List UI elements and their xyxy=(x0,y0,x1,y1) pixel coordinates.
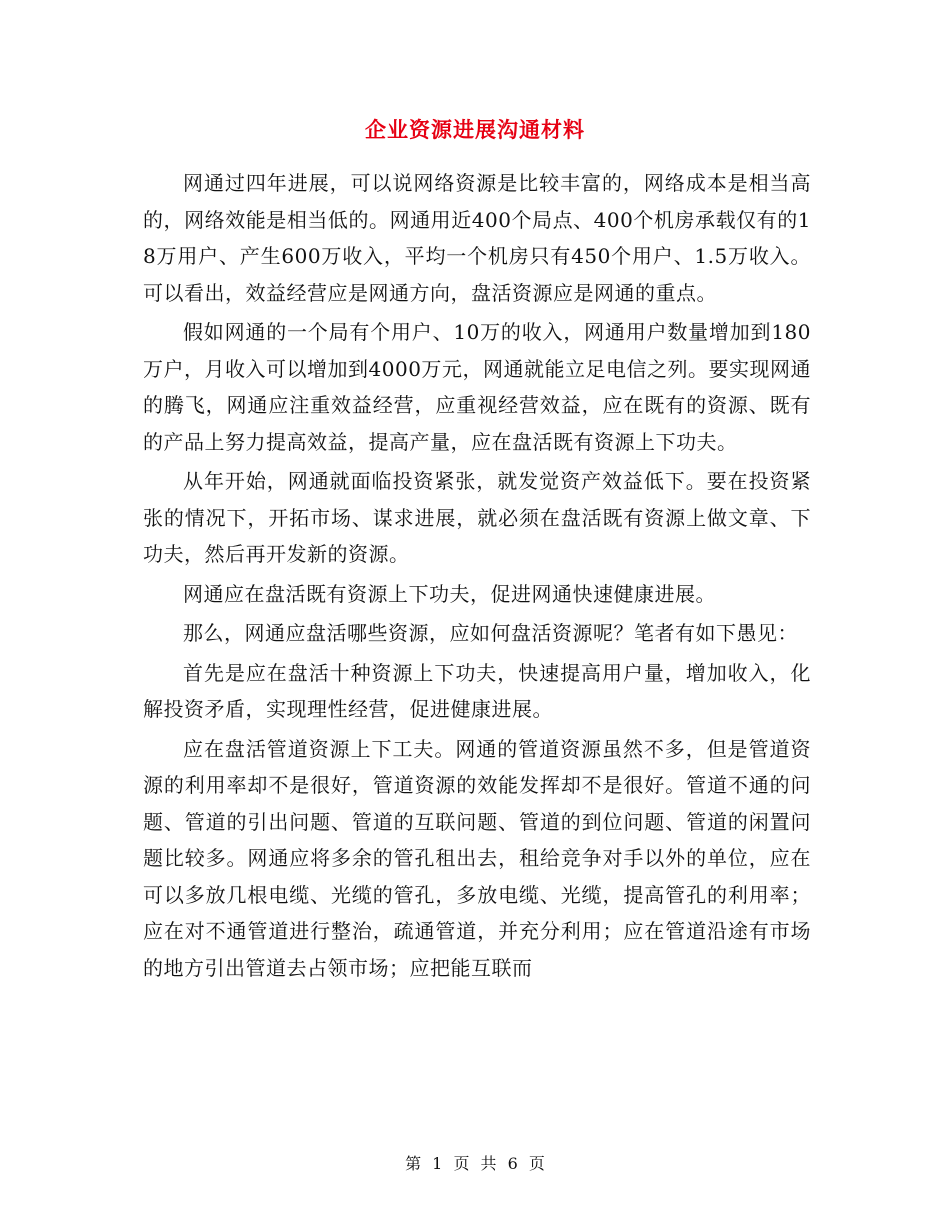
paragraph: 首先是应在盘活十种资源上下功夫，快速提高用户量，增加收入，化解投资矛盾，实现理性经营，促进健康进展。 xyxy=(143,660,811,721)
paragraph: 网通过四年进展，可以说网络资源是比较丰富的，网络成本是相当高的，网络效能是相当低的。网通用近400个局点、400个机房承载仅有的18万用户、产生600万收入，平均一个机房只有450个用户、1.5万收入。可以看出，效益经营应是网通方向，盘活资源应是网通的重点。 xyxy=(143,171,811,305)
page-footer: 第 1 页 共 6 页 xyxy=(405,1154,545,1173)
document-title: 企业资源进展沟通材料 xyxy=(365,117,585,142)
paragraph: 网通应在盘活既有资源上下功夫，促进网通快速健康进展。 xyxy=(183,581,716,606)
paragraph: 从年开始，网通就面临投资紧张，就发觉资产效益低下。要在投资紧张的情况下，开拓市场、谋求进展，就必须在盘活既有资源上做文章、下功夫，然后再开发新的资源。 xyxy=(143,469,811,566)
paragraph: 应在盘活管道资源上下工夫。网通的管道资源虽然不多，但是管道资源的利用率却不是很好，管道资源的效能发挥却不是很好。管道不通的问题、管道的引出问题、管道的互联问题、管道的到位问题、管道的闲置问题比较多。网通应将多余的管孔租出去，租给竞争对手以外的单位，应在可以多放几根电缆、光缆的管孔，多放电缆、光缆，提高管孔的利用率；应在对不通管道进行整治，疏通管道，并充分利用；应在管道沿途有市场的地方引出管道去占领市场；应把能互联而 xyxy=(143,736,811,980)
paragraph: 假如网通的一个局有个用户、10万的收入，网通用户数量增加到180万户，月收入可以增加到4000万元，网通就能立足电信之列。要实现网通的腾飞，网通应注重效益经营，应重视经营效益，应在既有的资源、既有的产品上努力提高效益，提高产量，应在盘活既有资源上下功夫。 xyxy=(143,320,811,454)
document-body xyxy=(143,165,811,989)
paragraph: 那么，网通应盘活哪些资源，应如何盘活资源呢？笔者有如下愚见： xyxy=(183,621,798,645)
